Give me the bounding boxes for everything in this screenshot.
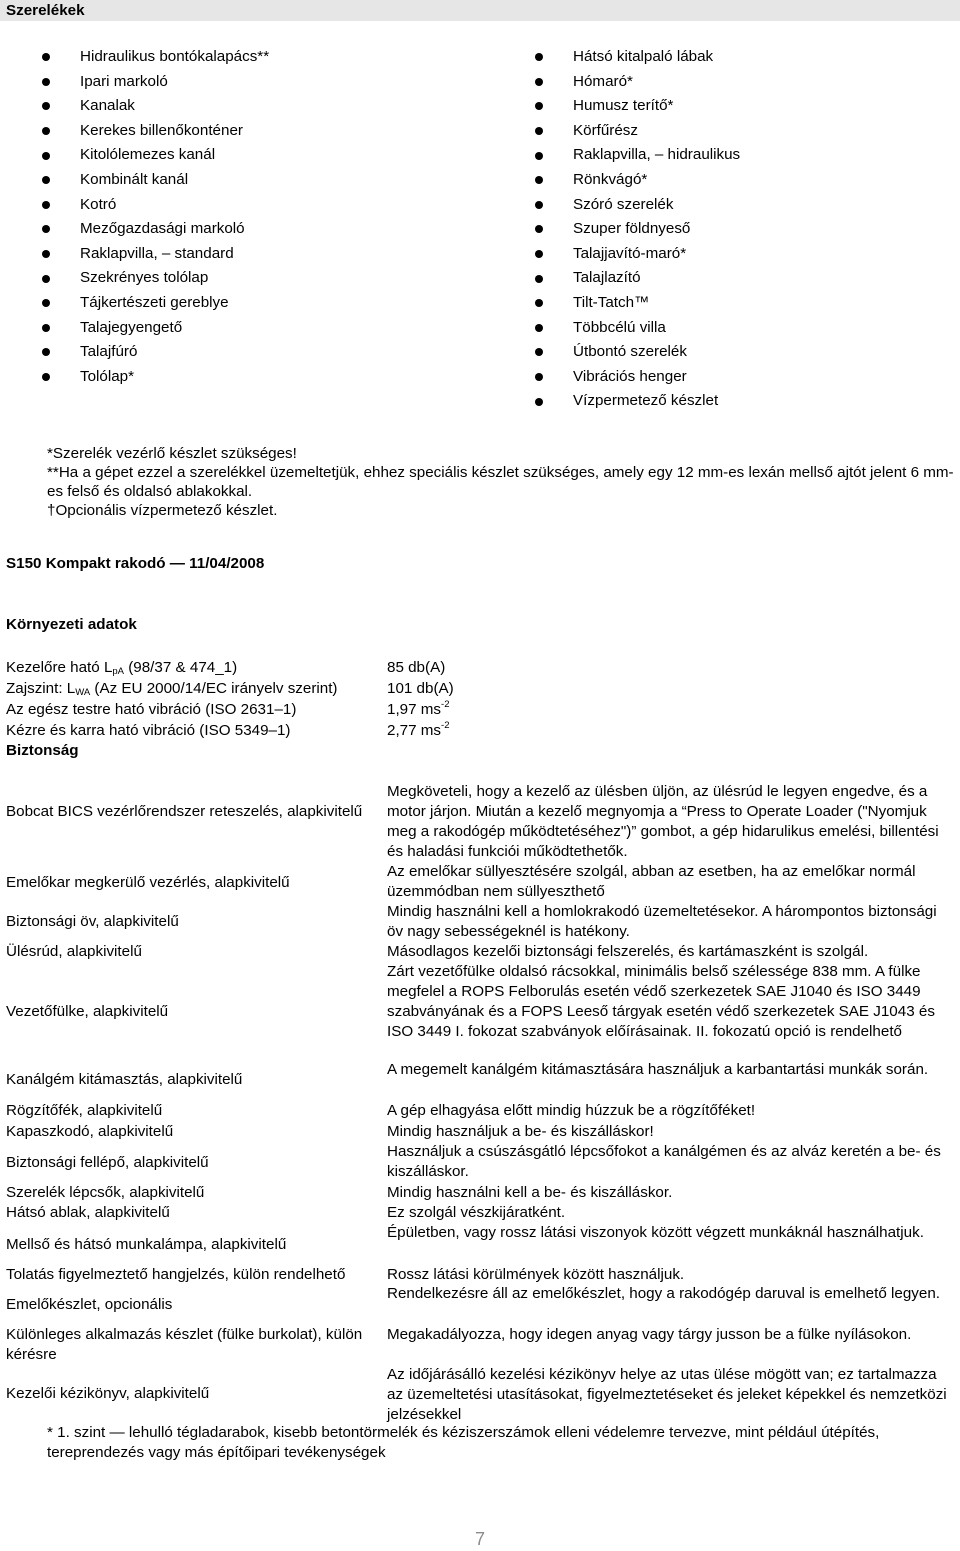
safety-feature: Biztonsági öv, alapkivitelű — [6, 913, 179, 930]
safety-description: A gép elhagyása előtt mindig húzzuk be a rögzítőféket! — [387, 1102, 756, 1119]
safety-feature: Vezetőfülke, alapkivitelű — [6, 1003, 169, 1020]
bullet-icon — [42, 250, 50, 258]
bullet-icon — [42, 201, 50, 209]
bullet-icon — [535, 299, 543, 307]
bullet-icon — [535, 201, 543, 209]
model-date-line: S150 Kompakt rakodó — 11/04/2008 — [6, 555, 265, 572]
safety-feature: Emelőkészlet, opcionális — [6, 1296, 173, 1313]
safety-description: Mindig használjuk a be- és kiszálláskor! — [387, 1123, 654, 1140]
bullet-icon — [535, 176, 543, 184]
list-item: Kanalak — [80, 94, 269, 119]
list-item: Talajjavító-maró* — [573, 242, 740, 267]
bullet-icon — [42, 275, 50, 283]
list-item: Tájkertészeti gereblye — [80, 291, 269, 316]
bullet-icon — [535, 348, 543, 356]
list-item: Tolólap* — [80, 365, 269, 390]
bullet-icon — [535, 250, 543, 258]
page-number: 7 — [474, 1529, 485, 1549]
list-item: Raklapvilla, – standard — [80, 242, 269, 267]
safety-description: Használjuk a csúszásgátló lépcsőfokot a kanálgémen és az alváz keretén a be- és kiszálláskor. — [387, 1143, 941, 1180]
bullet-icon — [42, 53, 50, 61]
note-special-kit: **Ha a gépet ezzel a szerelékkel üzemeltetjük, ehhez speciális készlet szükséges, amely egy 12 mm-es lexán mellső ajtót jelent 6 mm-es felső és oldalsó ablakokkal. — [47, 464, 954, 500]
safety-feature: Kanálgém kitámasztás, alapkivitelű — [6, 1071, 243, 1088]
safety-feature: Tolatás figyelmeztető hangjelzés, külön rendelhető — [6, 1266, 346, 1283]
list-item: Rönkvágó* — [573, 168, 740, 193]
safety-feature: Mellső és hátsó munkalámpa, alapkivitelű — [6, 1236, 287, 1253]
list-item: Vibrációs henger — [573, 365, 740, 390]
safety-description: Ez szolgál vészkijáratként. — [387, 1204, 566, 1221]
bullet-icon — [42, 373, 50, 381]
safety-feature: Különleges alkalmazás készlet (fülke burkolat), külön kérésre — [6, 1326, 363, 1363]
bullet-icon — [42, 225, 50, 233]
safety-description: Épületben, vagy rossz látási viszonyok között végzett munkáknál használhatjuk. — [387, 1224, 924, 1241]
safety-feature: Kezelői kézikönyv, alapkivitelű — [6, 1385, 210, 1402]
env-label: Kezelőre ható $L_{pA}$ (98/37 & 474_1) — [6, 659, 238, 677]
safety-feature: Hátsó ablak, alapkivitelű — [6, 1204, 170, 1221]
env-heading: Környezeti adatok — [6, 616, 137, 633]
list-item: Szekrényes tolólap — [80, 266, 269, 291]
attachments-list-right — [573, 45, 740, 414]
safety-description: Másodlagos kezelői biztonsági felszerelés, és kartámaszként is szolgál. — [387, 943, 869, 960]
list-item: Hidraulikus bontókalapács** — [80, 45, 269, 70]
bullet-icon — [535, 324, 543, 332]
safety-heading: Biztonság — [6, 742, 79, 759]
bullet-icon — [42, 152, 50, 160]
safety-description: Megakadályozza, hogy idegen anyag vagy tárgy jusson be a fülke nyílásokon. — [387, 1326, 912, 1343]
list-item: Ipari markoló — [80, 70, 269, 95]
list-item: Humusz terítő* — [573, 94, 740, 119]
footnote: * 1. szint — lehulló tégladarabok, kisebb betontörmelék és kéziszerszámok elleni védelemre tervezve, mint például útépítés, tereprendezés vagy más építőipari tevékenységek — [47, 1424, 880, 1461]
safety-description: Megköveteli, hogy a kezelő az ülésben üljön, az ülésrúd le legyen engedve, és a motor járjon. Miután a kezelő megnyomja a “Press to Operate Loader ("Nyomjuk meg a rakodógép működtetéséhez")” gombot, a gép hidarulikus emelési, billentési és haladási funkciói működtethetők. — [387, 783, 939, 860]
bullet-icon — [42, 348, 50, 356]
list-item: Kotró — [80, 193, 269, 218]
list-item: Talajfúró — [80, 340, 269, 365]
list-item: Hómaró* — [573, 70, 740, 95]
safety-description: Az időjárásálló kezelési kézikönyv helye az utas ülése mögött van; ez tartalmazza az üzemeltetési utasításokat, figyelmeztetéseket és jeleket képekkel és nemzetközi jelzésekkel — [387, 1366, 947, 1423]
env-label: Zajszint: $L_{WA}$ (Az EU 2000/14/EC irányelv szerint) — [6, 680, 338, 698]
list-item: Körfűrész — [573, 119, 740, 144]
bullet-icon — [535, 398, 543, 406]
list-item: Többcélú villa — [573, 316, 740, 341]
safety-feature: Bobcat BICS vezérlőrendszer reteszelés, alapkivitelű — [6, 803, 363, 820]
bullet-icon — [535, 127, 543, 135]
list-item: Talajlazító — [573, 266, 740, 291]
bullet-icon — [42, 299, 50, 307]
bullet-icon — [535, 78, 543, 86]
list-item: Vízpermetező készlet — [573, 389, 740, 414]
safety-description: Mindig használni kell a be- és kiszálláskor. — [387, 1184, 673, 1201]
bullet-icon — [535, 102, 543, 110]
attachment-notes — [47, 444, 957, 520]
safety-feature: Szerelék lépcsők, alapkivitelű — [6, 1184, 205, 1201]
note-attachment-control: *Szerelék vezérlő készlet szükséges! — [47, 445, 297, 462]
safety-description: Mindig használni kell a homlokrakodó üzemeltetésekor. A hárompontos biztonsági öv nagy sebességeknél is hatékony. — [387, 903, 937, 940]
list-item: Útbontó szerelék — [573, 340, 740, 365]
list-item: Raklapvilla, – hidraulikus — [573, 143, 740, 168]
env-value: 101 db(A) — [387, 680, 454, 697]
list-item: Tilt-Tatch™ — [573, 291, 740, 316]
list-item: Kerekes billenőkonténer — [80, 119, 269, 144]
env-label: Az egész testre ható vibráció (ISO 2631–1) — [6, 701, 297, 718]
list-item: Hátsó kitalpaló lábak — [573, 45, 740, 70]
env-value: 2,77 $ms^{-2}$ — [387, 720, 450, 739]
bullet-icon — [42, 324, 50, 332]
bullet-icon — [535, 225, 543, 233]
safety-description: Az emelőkar süllyesztésére szolgál, abban az esetben, ha az emelőkar normál üzemmódban nem süllyeszthető — [387, 863, 916, 900]
safety-feature: Biztonsági fellépő, alapkivitelű — [6, 1154, 209, 1171]
safety-description: Rossz látási körülmények között használjuk. — [387, 1266, 685, 1283]
bullet-icon — [535, 275, 543, 283]
attachments-list-left — [80, 45, 269, 389]
note-optional-sprayer: †Opcionális vízpermetező készlet. — [47, 502, 278, 519]
env-label: Kézre és karra ható vibráció (ISO 5349–1) — [6, 722, 291, 739]
list-item: Talajegyengető — [80, 316, 269, 341]
bullet-icon — [42, 78, 50, 86]
safety-description: Rendelkezésre áll az emelőkészlet, hogy a rakodógép daruval is emelhető legyen. — [387, 1285, 940, 1302]
bullet-icon — [42, 127, 50, 135]
list-item: Kombinált kanál — [80, 168, 269, 193]
safety-feature: Kapaszkodó, alapkivitelű — [6, 1123, 174, 1140]
list-item: Kitolólemezes kanál — [80, 143, 269, 168]
env-value: 85 db(A) — [387, 659, 446, 676]
list-item: Szóró szerelék — [573, 193, 740, 218]
bullet-icon — [535, 53, 543, 61]
bullet-icon — [42, 102, 50, 110]
list-item: Mezőgazdasági markoló — [80, 217, 269, 242]
list-item: Szuper földnyeső — [573, 217, 740, 242]
safety-feature: Emelőkar megkerülő vezérlés, alapkivitelű — [6, 874, 290, 891]
section-title: Szerelékek — [6, 2, 85, 19]
bullet-icon — [535, 152, 543, 160]
env-value: 1,97 $ms^{-2}$ — [387, 699, 450, 718]
safety-feature: Rögzítőfék, alapkivitelű — [6, 1102, 163, 1119]
safety-description: A megemelt kanálgém kitámasztására használjuk a karbantartási munkák során. — [387, 1061, 929, 1078]
section-title-bar — [0, 0, 960, 21]
safety-description: Zárt vezetőfülke oldalsó rácsokkal, minimális belső szélessége 838 mm. A fülke megfelel a ROPS Felborulás esetén védő szerkezetek SAE J1040 és ISO 3449 szabványának és a FOPS Leeső tárgyak esetén védő szerkezetek SAE J1043 és ISO 3449 I. fokozat szabványok előírásainak. II. fokozatú opció is rendelhető — [387, 963, 935, 1040]
safety-feature: Ülésrúd, alapkivitelű — [6, 943, 142, 960]
bullet-icon — [42, 176, 50, 184]
bullet-icon — [535, 373, 543, 381]
